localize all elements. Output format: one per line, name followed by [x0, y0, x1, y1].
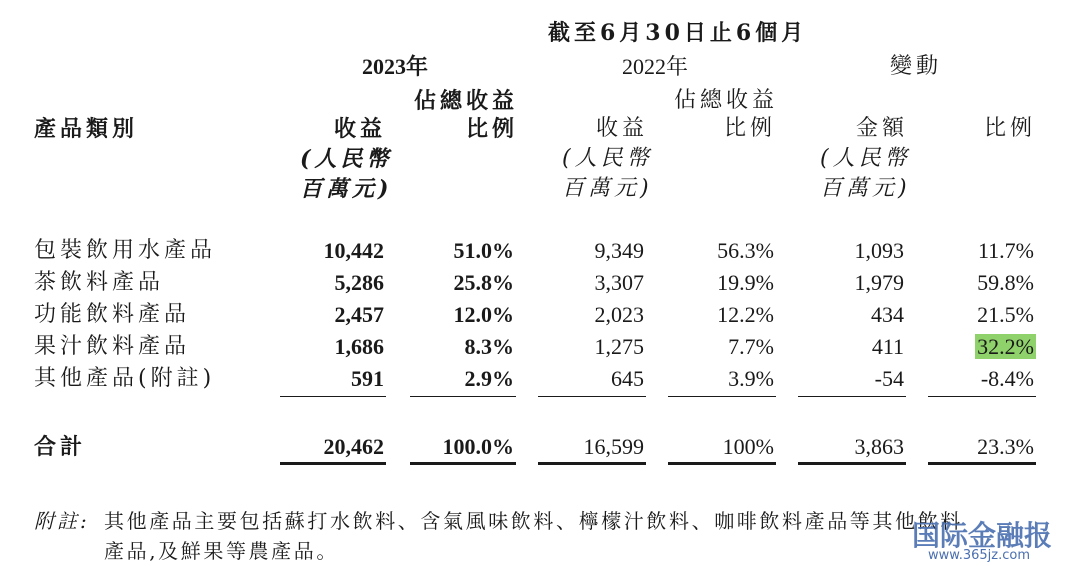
note-line1: 其他產品主要包括蘇打水飲料、含氣風味飲料、檸檬汁飲料、咖啡飲料產品等其他飲料: [104, 509, 963, 533]
pct-2023: 51.0%: [453, 238, 514, 263]
rev-2023: 2,457: [334, 302, 384, 327]
pct-2022: 12.2%: [717, 302, 774, 327]
change-ratio-header: 比例: [984, 116, 1037, 141]
pct-2022: 19.9%: [717, 270, 774, 295]
year-2023-header: 2023年: [362, 54, 429, 79]
rev-2022: 2,023: [594, 302, 644, 327]
share-2023-header: 比例: [466, 116, 519, 142]
unit-change-line1: (人民幣: [820, 146, 911, 171]
total-underline: [798, 462, 906, 465]
unit-2023-line2: 百萬元): [300, 176, 393, 202]
change-ratio: 21.5%: [977, 302, 1034, 327]
unit-2022-line2: 百萬元): [562, 176, 653, 201]
share-2022-header: 比例: [724, 116, 777, 141]
divider: [798, 396, 906, 397]
change-amount: 1,979: [854, 270, 904, 295]
pct-2023: 8.3%: [464, 334, 514, 359]
note-line2: 產品,及鮮果等農產品。: [104, 539, 339, 563]
revenue-2022-header: 收益: [596, 116, 649, 141]
total-underline: [410, 462, 516, 465]
total-underline: [668, 462, 776, 465]
pct-2022: 3.9%: [728, 366, 774, 391]
rev-2023: 591: [351, 366, 384, 391]
row-name: 功能飲料產品: [34, 302, 191, 327]
divider: [280, 396, 386, 397]
rev-2023: 5,286: [334, 270, 384, 295]
change-header: 變動: [890, 54, 943, 79]
rev-2022: 645: [611, 366, 644, 391]
change-ratio: 11.7%: [977, 238, 1034, 263]
divider: [928, 396, 1036, 397]
change-amount: -54: [874, 366, 904, 391]
pct-2023: 2.9%: [464, 366, 514, 391]
rev-2023: 1,686: [334, 334, 384, 359]
change-amount: 411: [871, 334, 904, 359]
divider: [410, 396, 516, 397]
highlight-mark: 32.2%: [977, 334, 1034, 359]
row-name: 茶飲料產品: [34, 270, 165, 295]
total-underline: [280, 462, 386, 465]
pct-2023: 25.8%: [453, 270, 514, 295]
total-underline: [538, 462, 646, 465]
row-name: 其他產品(附註): [34, 366, 216, 391]
change-ratio-highlighted: [975, 334, 1036, 360]
change-amount: 434: [871, 302, 904, 327]
total-label: 合計: [34, 434, 87, 460]
total-change-amount: 3,863: [854, 434, 904, 459]
row-name: 包裝飲用水產品: [34, 238, 217, 263]
share-header-2022-line1: 佔總收益: [674, 88, 779, 113]
period-header: 截至6月30日止6個月: [548, 20, 808, 46]
rev-2022: 3,307: [594, 270, 644, 295]
watermark-brand: 国际金融报: [912, 519, 1053, 552]
rev-2022: 1,275: [594, 334, 644, 359]
total-change-ratio: 23.3%: [977, 434, 1034, 459]
divider: [668, 396, 776, 397]
pct-2022: 7.7%: [728, 334, 774, 359]
total-rev-2023: 20,462: [323, 434, 384, 459]
change-amount-header: 金額: [856, 116, 909, 141]
change-ratio: -8.4%: [980, 366, 1034, 391]
category-header: 產品類別: [34, 116, 139, 142]
pct-2022: 56.3%: [717, 238, 774, 263]
watermark-url: www.365jz.com: [928, 548, 1030, 563]
total-underline: [928, 462, 1036, 465]
unit-change-line2: 百萬元): [820, 176, 911, 201]
rev-2022: 9,349: [594, 238, 644, 263]
year-2022-header: 2022年: [622, 54, 689, 79]
change-amount: 1,093: [854, 238, 904, 263]
total-pct-2022: 100%: [722, 434, 774, 459]
rev-2023: 10,442: [323, 238, 384, 263]
total-pct-2023: 100.0%: [442, 434, 514, 459]
share-header-2023-line1: 佔總收益: [414, 88, 519, 114]
pct-2023: 12.0%: [453, 302, 514, 327]
total-rev-2022: 16,599: [583, 434, 644, 459]
note-label: 附註:: [34, 509, 90, 533]
revenue-2023-header: 收益: [334, 116, 387, 142]
divider: [538, 396, 646, 397]
unit-2023-line1: (人民幣: [300, 146, 393, 172]
change-ratio: 59.8%: [977, 270, 1034, 295]
row-name: 果汁飲料產品: [34, 334, 191, 359]
unit-2022-line1: (人民幣: [562, 146, 653, 171]
